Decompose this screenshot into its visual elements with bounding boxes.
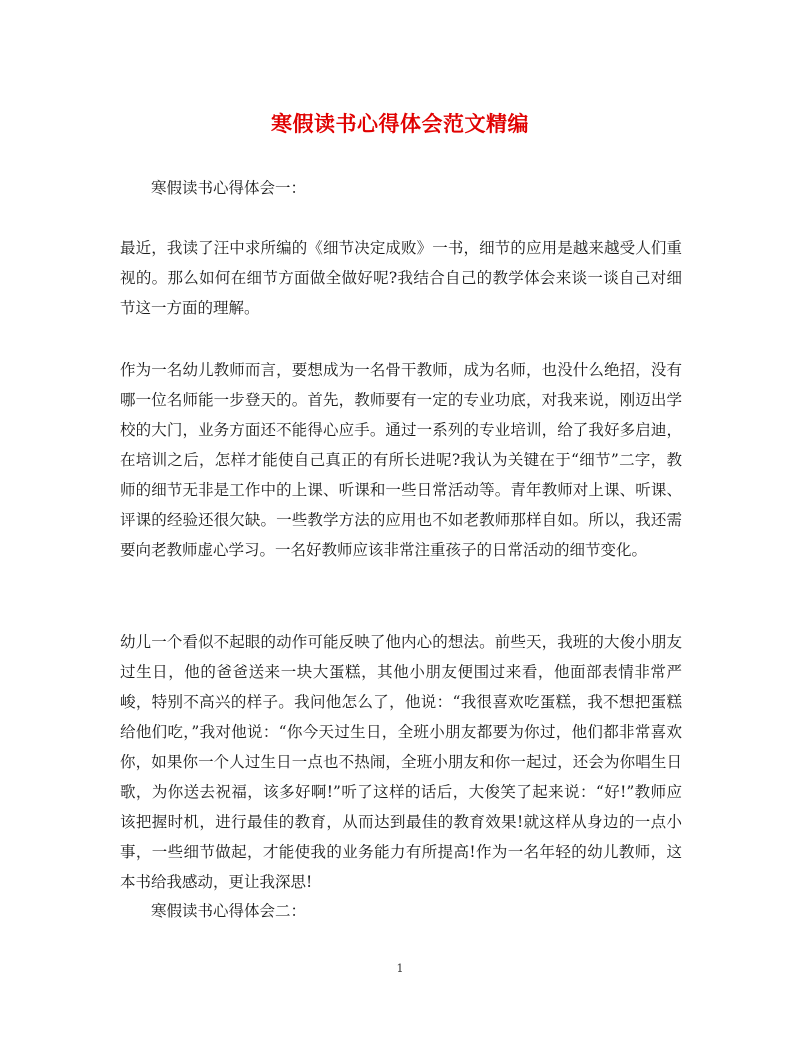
document-title: 寒假读书心得体会范文精编 [271, 111, 529, 136]
section-one-heading: 寒假读书心得体会一： [151, 179, 307, 197]
section-two-heading: 寒假读书心得体会二： [151, 902, 307, 920]
paragraph-1: 最近，我读了汪中求所编的《细节决定成败》一书，细节的应用是越来越受人们重视的。那么如何在细节方面做全做好呢?我结合自己的教学体会来谈一谈自己对细节这一方面的理解。 [120, 239, 682, 317]
page-number: 1 [396, 962, 404, 975]
paragraph-3: 幼儿一个看似不起眼的动作可能反映了他内心的想法。前些天，我班的大俊小朋友过生日，他的爸爸送来一块大蛋糕，其他小朋友便围过来看，他面部表情非常严峻，特别不高兴的样子。我问他怎么了，他说：“我很喜欢吃蛋糕，我不想把蛋糕给他们吃，”我对他说：“你今天过生日，全班小朋友都要为你过，他们都非常喜欢你，如果你一个人过生日一点也不热闹，全班小朋友和你一起过，还会为你唱生日歌，为你送去祝福，该多好啊!”听了这样的话后，大俊笑了起来说：“好!”教师应该把握时机，进行最佳的教育，从而达到最佳的教育效果!就这样从身边的一点小事，一些细节做起，才能使我的业务能力有所提高!作为一名年轻的幼儿教师，这本书给我感动，更让我深思! [120, 633, 682, 891]
paragraph-2: 作为一名幼儿教师而言，要想成为一名骨干教师，成为名师，也没什么绝招，没有哪一位名师能一步登天的。首先，教师要有一定的专业功底，对我来说，刚迈出学校的大门，业务方面还不能得心应手。通过一系列的专业培训，给了我好多启迪，在培训之后，怎样才能使自己真正的有所长进呢?我认为关键在于“细节”二字，教师的细节无非是工作中的上课、听课和一些日常活动等。青年教师对上课、听课、评课的经验还很欠缺。一些教学方法的应用也不如老教师那样自如。所以，我还需要向老教师虚心学习。一名好教师应该非常注重孩子的日常活动的细节变化。 [120, 361, 682, 559]
